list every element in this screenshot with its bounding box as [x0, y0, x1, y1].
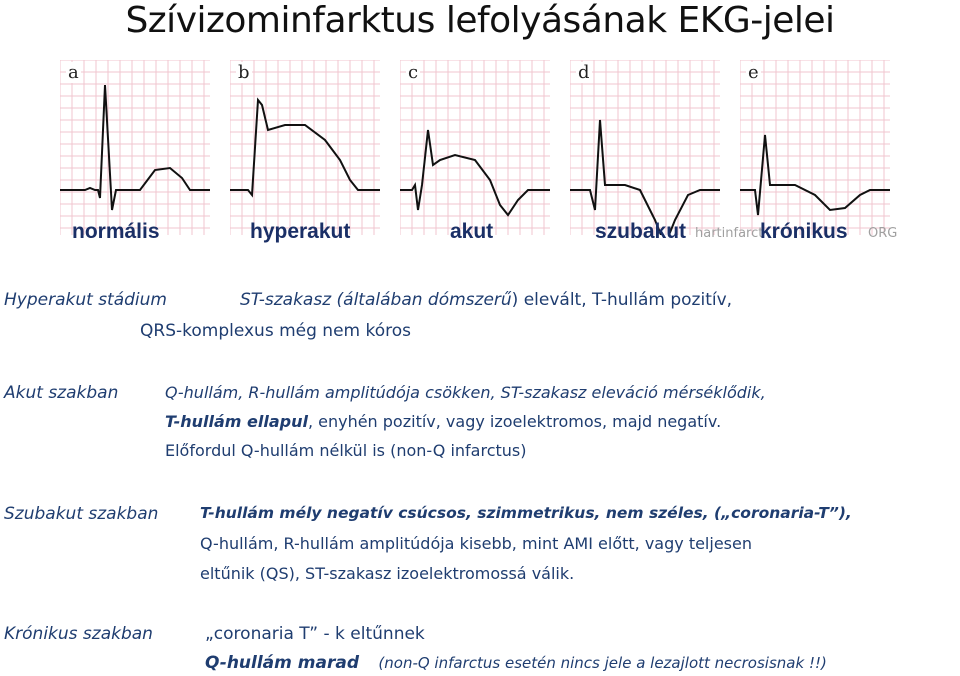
hyperacute-line-2: QRS-komplexus még nem kóros [140, 321, 412, 341]
subacute-line-1: T-hullám mély negatív csúcsos, szimmetrikus, nem széles, („coronaria-T”), [200, 504, 852, 522]
hyperacute-st-rest: ) elevált, T-hullám pozitív, [511, 290, 733, 310]
ecg-panel-chronic [740, 60, 890, 235]
panel-letter: a [68, 62, 79, 83]
ecg-wave [570, 120, 720, 235]
stage-caption-acute: akut [450, 220, 494, 243]
ecg-panel-acute [400, 60, 550, 235]
acute-label: Akut szakban [4, 383, 119, 403]
subacute-line-3: eltűnik (QS), ST-szakasz izoelektromossá válik. [200, 564, 575, 583]
subacute-line-2: Q-hullám, R-hullám amplitúdója kisebb, mint AMI előtt, vagy teljesen [200, 534, 752, 553]
ecg-wave [400, 130, 550, 215]
stage-caption-subacute: szubakut [595, 220, 687, 243]
stage-caption-hyperacute: hyperakut [250, 220, 351, 243]
chronic-line-1: „coronaria T” - k eltűnnek [205, 624, 425, 644]
panel-letter: b [238, 62, 250, 83]
subacute-label: Szubakut szakban [4, 504, 159, 524]
chronic-note: (non-Q infarctus esetén nincs jele a lezajlott necrosisnak !!) [378, 654, 827, 672]
ecg-trace-chronic [740, 60, 890, 235]
ecg-panel-hyperacute [230, 60, 380, 235]
chronic-label: Krónikus szakban [4, 624, 153, 644]
acute-line-3: Előfordul Q-hullám nélkül is (non-Q infarctus) [165, 441, 527, 460]
ecg-wave [740, 135, 890, 215]
ecg-panel-subacute [570, 60, 720, 235]
acute-line-2 [165, 412, 721, 431]
ecg-wave [230, 100, 380, 195]
panel-letter: c [408, 62, 419, 83]
hyperacute-st-emphasis: ST-szakasz (általában dómszerű [240, 290, 512, 310]
chronic-line-2 [205, 653, 827, 673]
stage-caption-normal: normális [72, 220, 160, 243]
ecg-trace-normal [60, 60, 210, 235]
ecg-panel-normal [60, 60, 210, 235]
panel-letter: e [748, 62, 759, 83]
ecg-trace-acute [400, 60, 550, 235]
page-title: Szívizominfarktus lefolyásának EKG-jelei [125, 0, 835, 41]
acute-line-2-rest: , enyhén pozitív, vagy izoelektromos, majd negatív. [307, 412, 722, 431]
hyperacute-line-1 [240, 290, 732, 310]
stage-caption-chronic: krónikus [760, 220, 848, 243]
watermark: hartinfarct [695, 226, 764, 241]
acute-t-emphasis: T-hullám ellapul [165, 412, 308, 431]
ecg-trace-subacute [570, 60, 720, 235]
ecg-trace-hyperacute [230, 60, 380, 235]
acute-line-1: Q-hullám, R-hullám amplitúdója csökken, ST-szakasz eleváció mérséklődik, [165, 383, 766, 402]
panel-letter: d [578, 62, 590, 83]
hyperacute-label: Hyperakut stádium [4, 290, 167, 310]
chronic-q-emphasis: Q-hullám marad [205, 653, 359, 673]
ecg-wave [60, 85, 210, 210]
watermark-end: ORG [868, 226, 898, 241]
